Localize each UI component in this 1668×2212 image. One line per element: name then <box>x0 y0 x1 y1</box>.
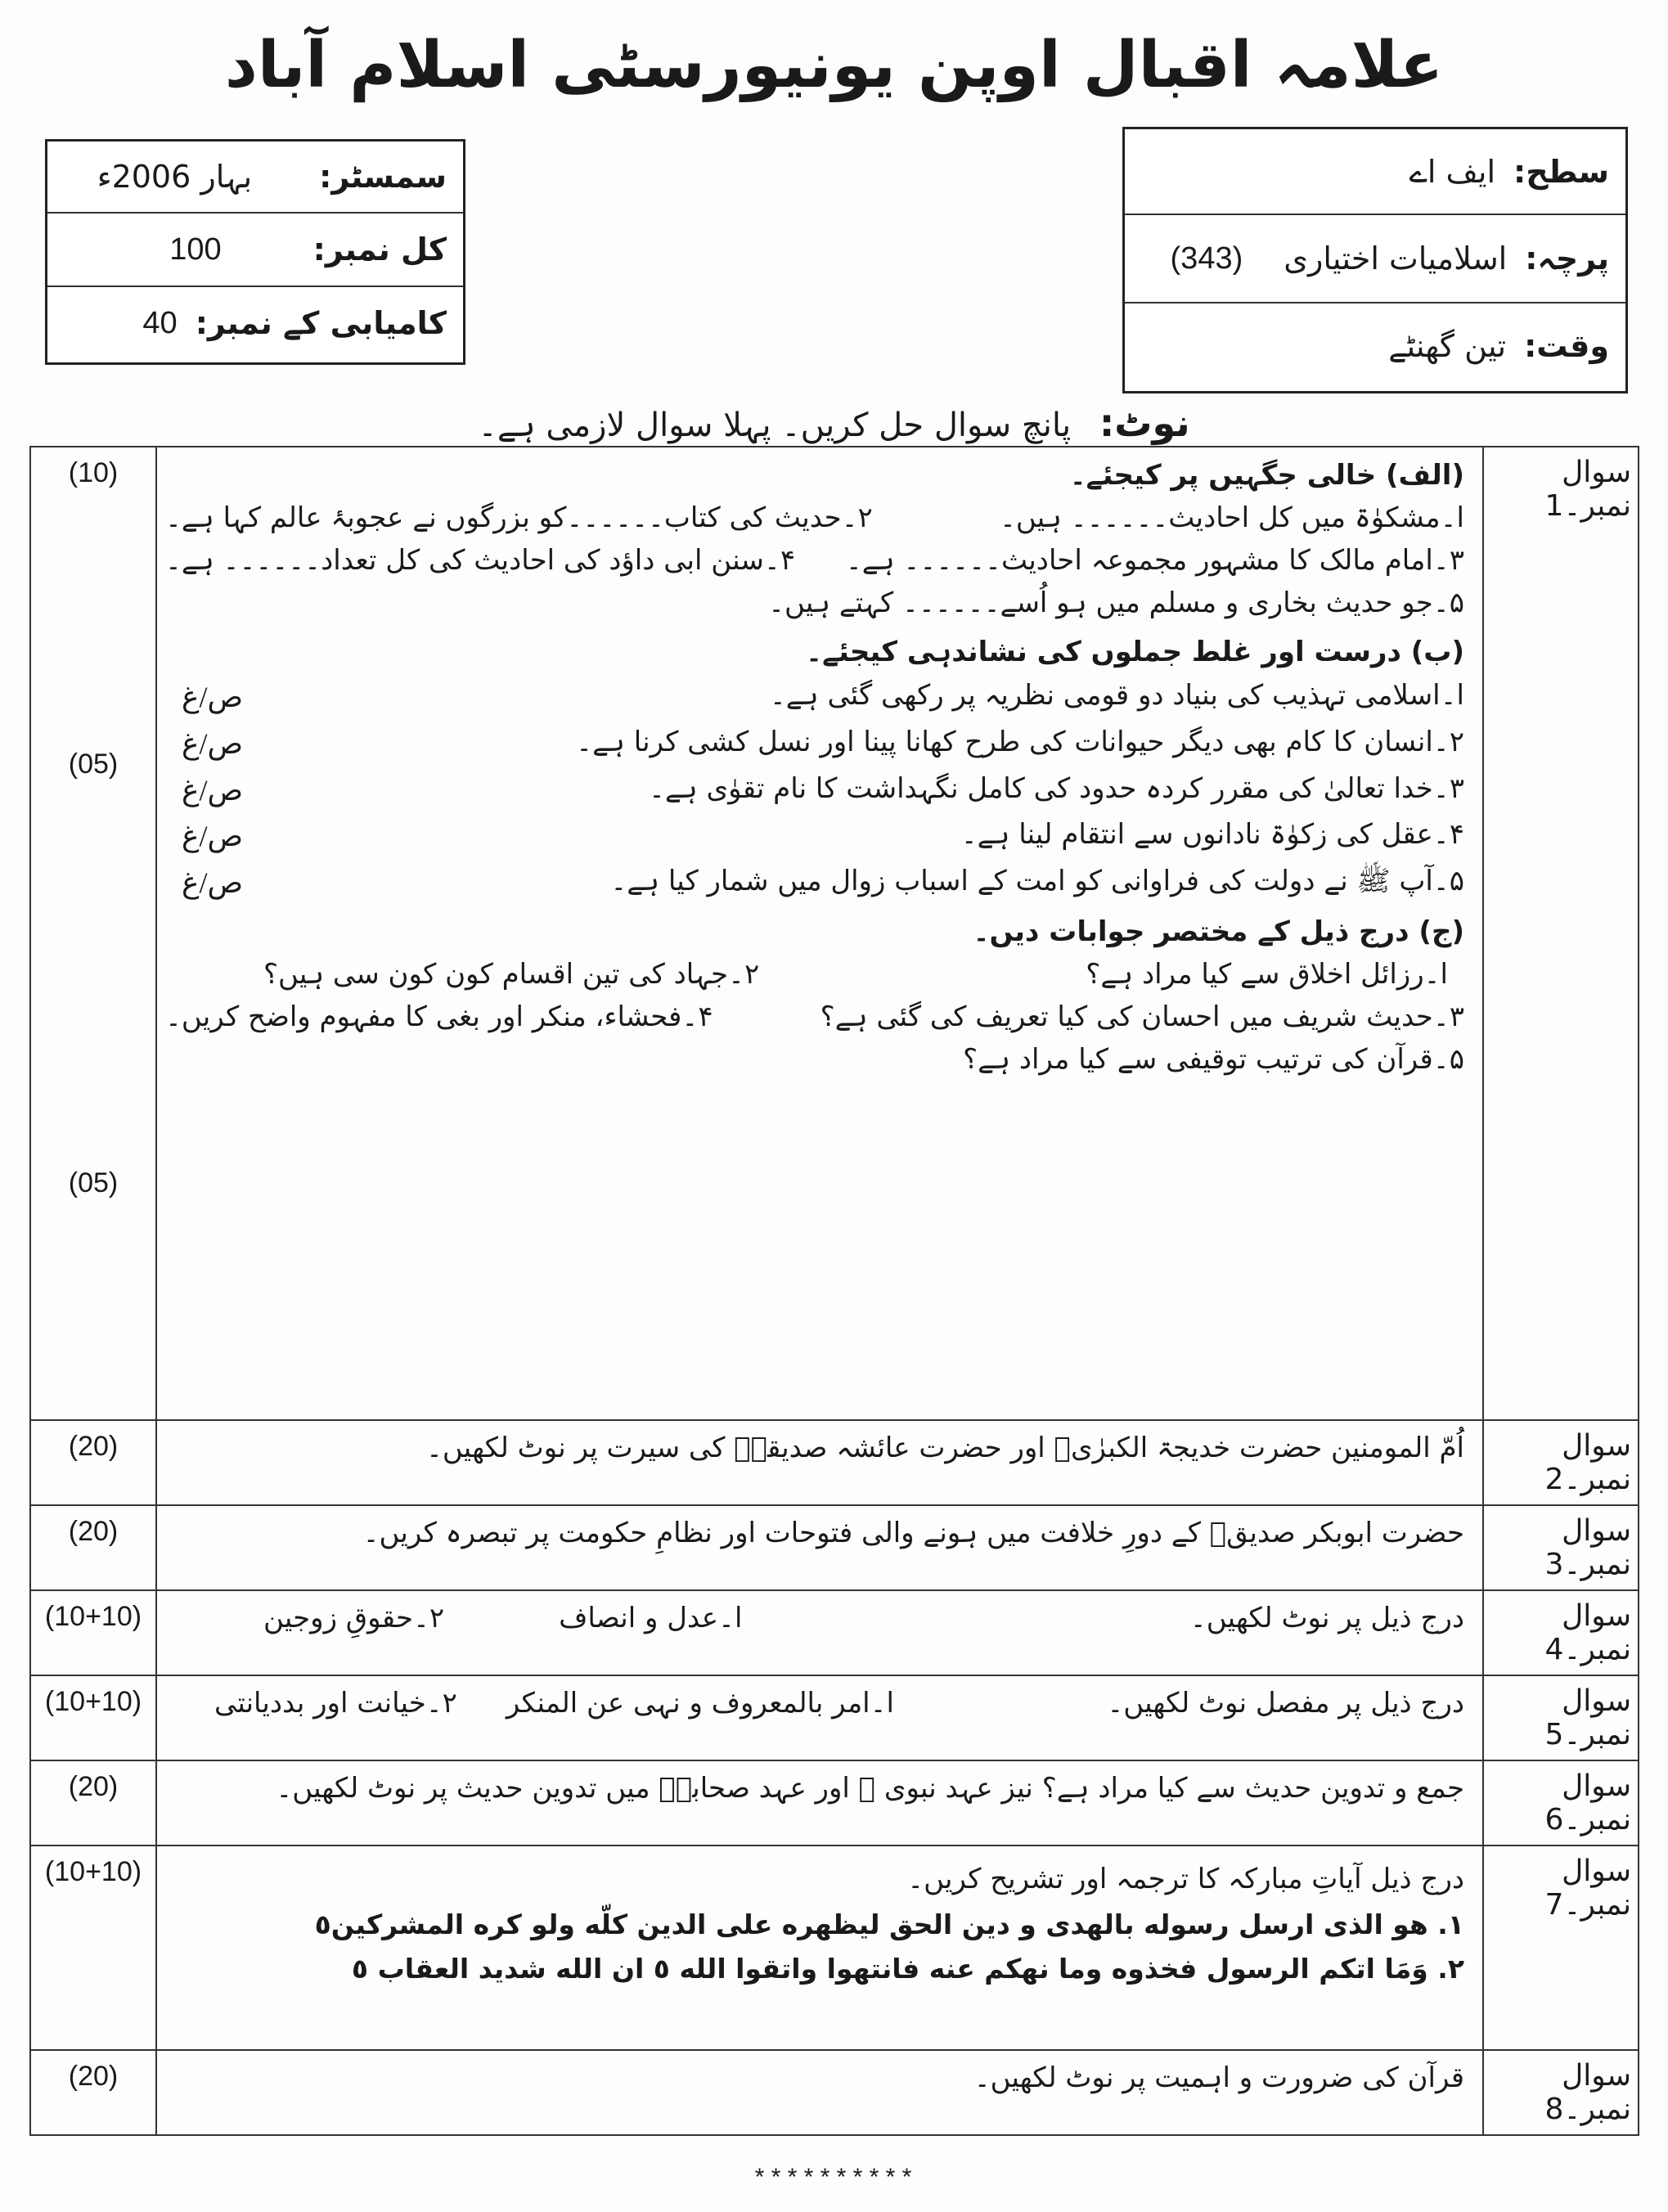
question-marks-3: (20) <box>30 1505 156 1590</box>
question-text-4: درج ذیل پر نوٹ لکھیں۔ <box>1189 1602 1464 1634</box>
instruction-note <box>0 401 1668 445</box>
question-text-5: درج ذیل پر مفصل نوٹ لکھیں۔ <box>1107 1687 1464 1720</box>
question-body-5 <box>156 1675 1483 1760</box>
part-a-item-3: ۳۔امام مالک کا مشہور مجموعہ احادیث۔۔۔۔۔۔ ہے۔ <box>845 543 1464 577</box>
part-c-heading: (ج) درج ذیل کے مختصر جوابات دیں۔ <box>973 915 1464 949</box>
total-marks-row <box>47 214 463 287</box>
verse-1: ١. هو الذى ارسل رسوله بالهدى و دين الحق ليظهره على الدين كلّه ولو كره المشركين٥ <box>314 1908 1464 1940</box>
question-label-2: سوال نمبر۔2 <box>1483 1420 1639 1505</box>
question-4-topic-1: ا۔عدل و انصاف <box>559 1602 743 1634</box>
question-body-7 <box>156 1846 1483 2050</box>
level-label: سطح: <box>1513 153 1609 190</box>
part-b-row-5 <box>165 863 1464 903</box>
time-value: تین گھنٹے <box>1388 328 1507 364</box>
part-c-item-1: ا۔رزائل اخلاق سے کیا مراد ہے؟ <box>1086 958 1448 991</box>
question-5-topic-2: ۲۔خیانت اور بددیانتی <box>214 1687 457 1720</box>
question-label-4: سوال نمبر۔4 <box>1483 1590 1639 1675</box>
level-value: ایف اے <box>1409 153 1496 190</box>
part-a-item-5: ۵۔جو حدیث بخاری و مسلم میں ہو اُسے۔۔۔۔۔۔ کہتے ہیں۔ <box>768 586 1464 619</box>
question-row-6 <box>30 1760 1639 1846</box>
part-b-item-4: ۴۔عقل کی زکوٰۃ نادانوں سے انتقام لینا ہے۔ <box>960 818 1464 852</box>
question-row-4 <box>30 1590 1639 1675</box>
true-false-mark: ص/غ <box>182 727 244 761</box>
paper-value: اسلامیات اختیاری <box>1284 241 1508 276</box>
question-row-3 <box>30 1505 1639 1590</box>
paper-label: پرچہ: <box>1525 241 1609 276</box>
paper-code: (343) <box>1170 241 1243 276</box>
question-body-4 <box>156 1590 1483 1675</box>
part-b-item-3: ۳۔خدا تعالیٰ کی مقرر کردہ حدود کی کامل نگہداشت کا نام تقوٰی ہے۔ <box>648 771 1464 805</box>
true-false-mark: ص/غ <box>182 681 244 714</box>
part-a-item-1: ا۔مشکوٰۃ میں کل احادیث۔۔۔۔۔۔ ہیں۔ <box>999 501 1464 534</box>
question-text-7: درج ذیل آیاتِ مبارکہ کا ترجمہ اور تشریح کریں۔ <box>907 1863 1464 1895</box>
question-label-1: سوال نمبر۔1 <box>1483 447 1639 1420</box>
part-b-row-2 <box>165 724 1464 764</box>
question-marks-5: (10+10) <box>30 1675 156 1760</box>
semester-value: بہار 2006ء <box>97 159 253 195</box>
part-b-heading: (ب) درست اور غلط جملوں کی نشاندہی کیجئے۔ <box>806 635 1464 668</box>
paper-row <box>1125 215 1625 303</box>
exam-info-box-right <box>1122 127 1628 393</box>
question-label-5: سوال نمبر۔5 <box>1483 1675 1639 1760</box>
question-text-3: حضرت ابوبکر صدیقؓ کے دورِ خلافت میں ہونے والی فتوحات اور نظامِ حکومت پر تبصرہ کریں۔ <box>156 1505 1483 1590</box>
question-5-topic-1: ا۔امر بالمعروف و نہی عن المنکر <box>506 1687 894 1720</box>
question-4-topic-2: ۲۔حقوقِ زوجین <box>263 1602 445 1634</box>
semester-label: سمسٹر: <box>319 159 447 195</box>
question-text-8: قرآن کی ضرورت و اہمیت پر نوٹ لکھیں۔ <box>156 2050 1483 2135</box>
exam-info-box-left <box>45 139 465 365</box>
true-false-mark: ص/غ <box>182 773 244 807</box>
question-marks-2: (20) <box>30 1420 156 1505</box>
part-b-item-1: ا۔اسلامی تہذیب کی بنیاد دو قومی نظریہ پر رکھی گئی ہے۔ <box>769 679 1464 713</box>
question-row-8 <box>30 2050 1639 2135</box>
verse-2: ٢. وَمَا اتكم الرسول فخذوه وما نهكم عنه فانتهوا واتقوا الله ٥ ان الله شديد العقاب ٥ <box>351 1953 1464 1985</box>
part-c-item-4: ۴۔فحشاء، منکر اور بغی کا مفہوم واضح کریں۔ <box>165 1000 713 1034</box>
questions-table <box>29 446 1639 2136</box>
part-a-line-2 <box>165 542 1464 580</box>
question-text-6: جمع و تدوین حدیث سے کیا مراد ہے؟ نیز عہد نبوی ﷺ اور عہد صحابہؓ میں تدوین حدیث پر نوٹ لکھیں۔ <box>156 1760 1483 1846</box>
university-title: علامہ اقبال اوپن یونیورسٹی اسلام آباد <box>224 29 1444 102</box>
note-label: نوٹ: <box>1099 401 1190 445</box>
part-c-item-2: ۲۔جہاد کی تین اقسام کون کون سی ہیں؟ <box>263 958 760 991</box>
pass-marks-value: 40 <box>142 305 178 340</box>
question-row-7 <box>30 1846 1639 2050</box>
pass-marks-label: کامیابی کے نمبر: <box>195 305 447 341</box>
part-b-item-5: ۵۔آپ ﷺ نے دولت کی فراوانی کو امت کے اسباب زوال میں شمار کیا ہے۔ <box>610 864 1464 897</box>
question-text-2: اُمّ المومنین حضرت خدیجۃ الکبرٰیؓ اور حضرت عائشہ صدیقہؓ کی سیرت پر نوٹ لکھیں۔ <box>156 1420 1483 1505</box>
question-label-6: سوال نمبر۔6 <box>1483 1760 1639 1846</box>
part-c-line-2 <box>165 999 1464 1036</box>
question-marks-7: (10+10) <box>30 1846 156 2050</box>
part-b-row-3 <box>165 771 1464 811</box>
question-label-8: سوال نمبر۔8 <box>1483 2050 1639 2135</box>
end-of-paper-stars: ********** <box>752 2166 916 2194</box>
question-marks-1 <box>30 447 156 1420</box>
total-marks-value: 100 <box>169 232 222 267</box>
marks-part-a: (10) <box>68 457 119 488</box>
level-row <box>1125 129 1625 215</box>
part-a-heading: (الف) خالی جگہیں پر کیجئے۔ <box>1069 459 1464 492</box>
true-false-mark: ص/غ <box>182 820 244 853</box>
part-c-item-3: ۳۔حدیث شریف میں احسان کی کیا تعریف کی گئی ہے؟ <box>820 1000 1464 1034</box>
question-row-5 <box>30 1675 1639 1760</box>
pass-marks-row <box>47 287 463 359</box>
part-b-row-4 <box>165 816 1464 856</box>
question-body-1 <box>156 447 1483 1420</box>
part-a-line-1 <box>165 500 1464 537</box>
part-a-item-4: ۴۔سنن ابی داؤد کی احادیث کی کل تعداد۔۔۔۔۔۔ ہے۔ <box>165 543 796 577</box>
part-c-item-5: ۵۔قرآن کی ترتیب توقیفی سے کیا مراد ہے؟ <box>963 1043 1464 1077</box>
true-false-mark: ص/غ <box>182 865 244 899</box>
question-label-3: سوال نمبر۔3 <box>1483 1505 1639 1590</box>
question-marks-4: (10+10) <box>30 1590 156 1675</box>
part-a-item-2: ۲۔حدیث کی کتاب۔۔۔۔۔۔کو بزرگوں نے عجوبۂ عالم کہا ہے۔ <box>165 501 873 534</box>
total-marks-label: کل نمبر: <box>312 232 447 268</box>
part-b-row-1 <box>165 677 1464 717</box>
question-row-2 <box>30 1420 1639 1505</box>
question-marks-6: (20) <box>30 1760 156 1846</box>
marks-part-c: (05) <box>68 1167 119 1198</box>
part-b-item-2: ۲۔انسان کا کام بھی دیگر حیوانات کی طرح کھانا پینا اور نسل کشی کرنا ہے۔ <box>576 726 1464 759</box>
marks-part-b: (05) <box>68 749 119 780</box>
time-row <box>1125 303 1625 389</box>
question-marks-8: (20) <box>30 2050 156 2135</box>
part-c-line-1 <box>165 956 1464 994</box>
time-label: وقت: <box>1524 328 1609 364</box>
semester-row <box>47 142 463 214</box>
question-row-1 <box>30 447 1639 1420</box>
question-label-7: سوال نمبر۔7 <box>1483 1846 1639 2050</box>
note-text: پانچ سوال حل کریں۔ پہلا سوال لازمی ہے۔ <box>478 407 1072 444</box>
